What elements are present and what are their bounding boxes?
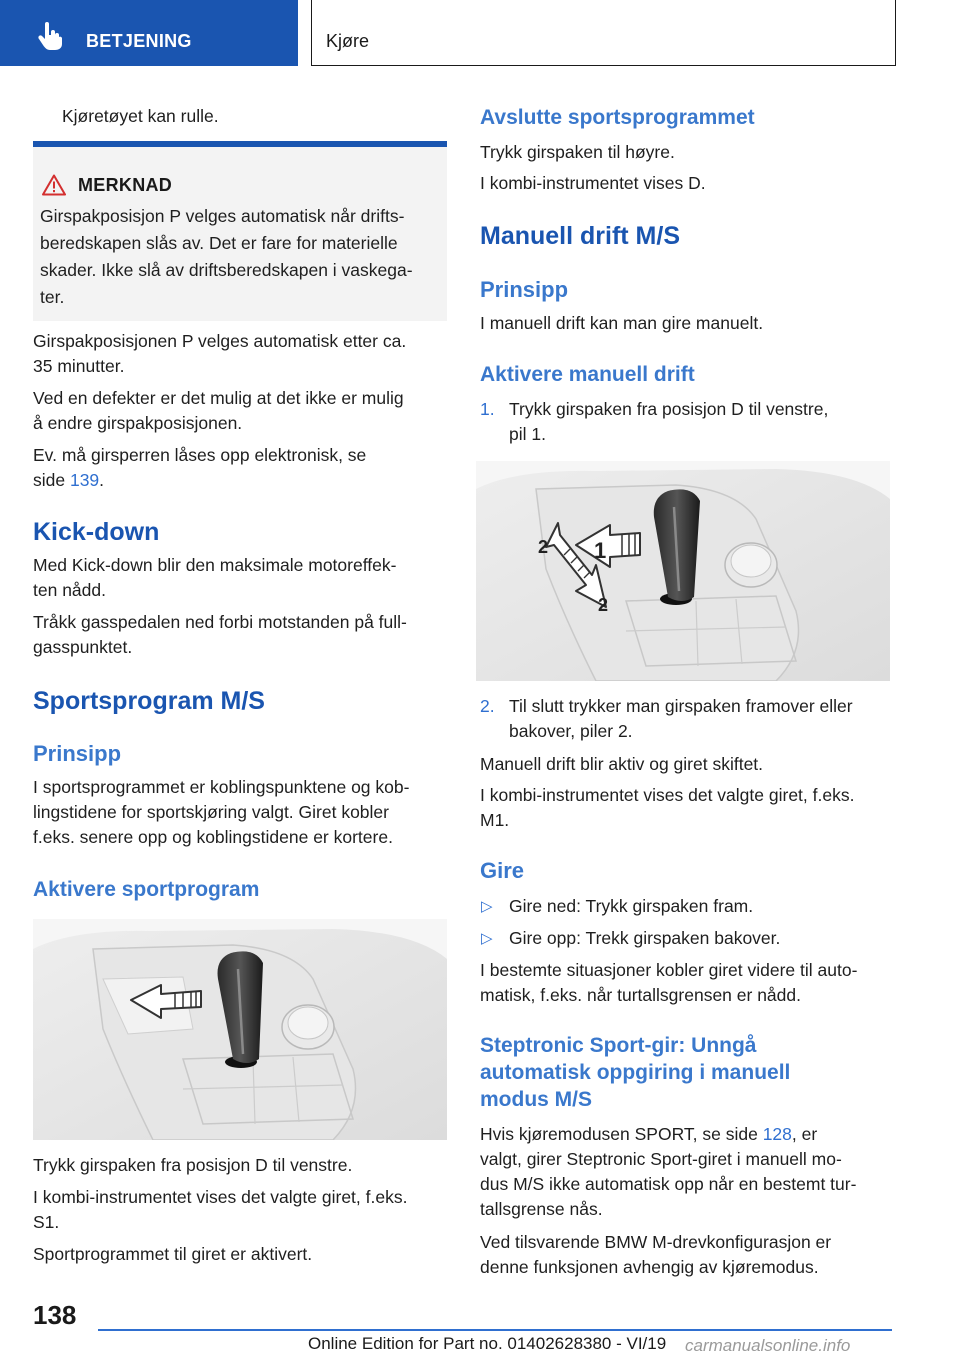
text-line: S1. [33, 1212, 60, 1232]
heading-line: automatisk oppgiring i manuell [480, 1061, 791, 1084]
text-line: M1. [480, 810, 510, 830]
note-title: MERKNAD [78, 175, 173, 195]
text-line: Ved en defekter er det mulig at det ikke er mulig [33, 388, 404, 408]
paragraph-steptronic-2 [480, 1230, 892, 1280]
chapter-tab[interactable] [0, 0, 298, 66]
text-line: Girspakposisjonen P velges automatisk etter ca. [33, 331, 407, 351]
heading-prinsipp-left: Prinsipp [33, 741, 122, 766]
paragraph-kick2 [33, 610, 447, 660]
text-line: Med Kick-down blir den maksimale motoreffek- [33, 555, 397, 575]
text-line: ten nådd. [33, 580, 106, 600]
text-line: Til slutt trykker man girspaken framover eller [509, 696, 853, 716]
gire-item-1: Gire ned: Trykk girspaken fram. [509, 896, 754, 916]
heading-kick-down: Kick-down [33, 518, 160, 546]
paragraph-p-auto [33, 329, 447, 379]
figure-gear-lever-left [33, 919, 447, 1140]
footer-divider [98, 1329, 892, 1331]
paragraph-defect [33, 386, 447, 436]
text-line: Trykk girspaken fra posisjon D til venstre, [509, 399, 829, 419]
manuell-prinsipp-text: I manuell drift kan man gire manuelt. [480, 313, 764, 333]
page-link-139[interactable]: 139 [69, 470, 100, 490]
text-line: pil 1. [509, 424, 546, 444]
text-line: f.eks. senere opp og koblingstidene er kortere. [33, 827, 393, 847]
figure-label-2-bottom: 2 [598, 595, 609, 615]
avslutte-text-2: I kombi-instrumentet vises D. [480, 173, 706, 193]
paragraph-gire3 [480, 958, 892, 1008]
heading-sportsprogram: Sportsprogram M/S [33, 687, 265, 715]
text-line: tallsgrense nås. [480, 1199, 603, 1219]
figure-label-1: 1 [594, 538, 607, 563]
heading-steptronic [480, 1032, 892, 1113]
text-line: dus M/S ikke automatisk opp når en bestemt tur- [480, 1174, 857, 1194]
intro-text: Kjøretøyet kan rulle. [62, 106, 219, 126]
paragraph-steptronic-1 [480, 1122, 892, 1222]
footer-edition: Online Edition for Part no. 01402628380 - VI/19 [308, 1334, 667, 1353]
text-line: . [99, 470, 105, 490]
heading-aktivere-sport: Aktivere sportprogram [33, 878, 260, 901]
paragraph-manuell-b [480, 783, 892, 833]
heading-gire: Gire [480, 858, 525, 883]
gire-item-2: Gire opp: Trekk girspaken bakover. [509, 928, 781, 948]
text-line: Tråkk gasspedalen ned forbi motstanden på full- [33, 612, 407, 632]
text-line: å endre girspakposisjonen. [33, 413, 243, 433]
text-line: I bestemte situasjoner kobler giret videre til auto- [480, 960, 858, 980]
triangle-bullet-icon: ▷ [481, 898, 493, 915]
note-body [40, 203, 440, 311]
figure-gear-lever-right [476, 461, 890, 681]
watermark: carmanualsonline.info [685, 1336, 851, 1355]
text-line: Ev. må girsperren låses opp elektronisk, se [33, 445, 367, 465]
paragraph-kick1 [33, 553, 447, 603]
manuell-text-a: Manuell drift blir aktiv og giret skiftet. [480, 754, 764, 774]
step-number-1: 1. [480, 399, 495, 419]
paragraph-sport [33, 775, 447, 850]
heading-aktivere-manuell: Aktivere manuell drift [480, 363, 695, 386]
section-header [311, 0, 896, 66]
text-line: I kombi-instrumentet vises det valgte giret, f.eks. [33, 1187, 408, 1207]
text-line: bakover, piler 2. [509, 721, 633, 741]
text-line: I kombi-instrumentet vises det valgte giret, f.eks. [480, 785, 855, 805]
text-line: lingstidene for sportskjøring valgt. Giret kobler [33, 802, 389, 822]
hand-pointer-icon [38, 22, 64, 50]
text-line: side [33, 470, 70, 490]
step-1 [509, 397, 892, 447]
avslutte-text-1: Trykk girspaken til høyre. [480, 142, 675, 162]
chapter-label: BETJENING [86, 31, 192, 51]
text-line: gasspunktet. [33, 637, 133, 657]
text-line: 35 minutter. [33, 356, 125, 376]
note-line: beredskapen slås av. Det er fare for materielle [40, 233, 398, 253]
figure-label-2-top: 2 [538, 537, 549, 557]
section-label: Kjøre [326, 31, 370, 51]
heading-avslutte: Avslutte sportsprogrammet [480, 106, 755, 129]
text-line: valgt, girer Steptronic Sport-giret i manuell mo- [480, 1149, 842, 1169]
note-line: skader. Ikke slå av driftsberedskapen i vaskega- [40, 260, 413, 280]
paragraph-unlock [33, 443, 447, 493]
page-link-128[interactable]: 128 [762, 1124, 792, 1144]
step-number-2: 2. [480, 696, 495, 716]
warning-triangle-icon [42, 174, 66, 196]
paragraph-after2 [33, 1185, 447, 1235]
note-box [33, 141, 447, 321]
note-line: ter. [40, 287, 65, 307]
heading-prinsipp-right: Prinsipp [480, 277, 569, 302]
heading-manuell: Manuell drift M/S [480, 222, 680, 250]
after-fig-text-1: Trykk girspaken fra posisjon D til venstre. [33, 1155, 353, 1175]
text-line: I sportsprogrammet er koblingspunktene og kob- [33, 777, 410, 797]
text-line: , er [791, 1124, 818, 1144]
step-2 [509, 694, 892, 744]
heading-line: Steptronic Sport-gir: Unngå [480, 1034, 757, 1057]
text-line: Ved tilsvarende BMW M-drevkonfigurasjon er [480, 1232, 832, 1252]
after-fig-text-3: Sportprogrammet til giret er aktivert. [33, 1244, 313, 1264]
text-line: denne funksjonen avhengig av kjøremodus. [480, 1257, 819, 1277]
page-number: 138 [33, 1300, 77, 1330]
triangle-bullet-icon: ▷ [481, 930, 493, 947]
heading-line: modus M/S [480, 1088, 593, 1111]
text-line: matisk, f.eks. når turtallsgrensen er nådd. [480, 985, 801, 1005]
note-line: Girspakposisjon P velges automatisk når drifts- [40, 206, 405, 226]
text-line: Hvis kjøremodusen SPORT, se side [480, 1124, 763, 1144]
